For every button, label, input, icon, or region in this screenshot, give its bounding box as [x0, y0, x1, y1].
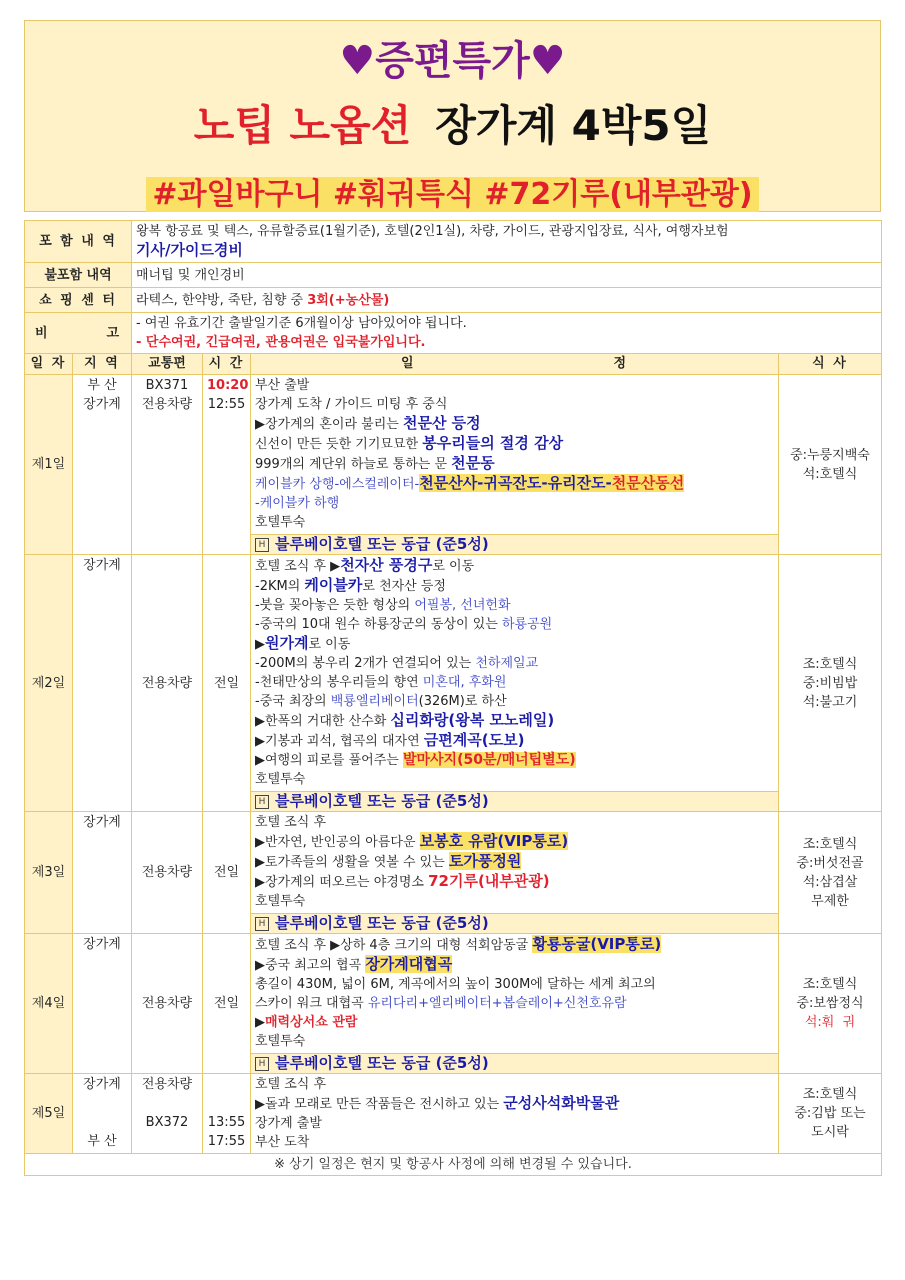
blue-text: 천하제일교 — [475, 656, 539, 671]
meal-line: 석:불고기 — [802, 694, 858, 710]
highlight-text: 천자산 풍경구 — [340, 556, 433, 574]
text: 케이블카 상행-에스컬레이터- — [255, 477, 420, 492]
schedule-line — [255, 955, 774, 975]
meal-line: 중:누룽지백숙 — [790, 447, 870, 463]
highlight-text: 72기루(내부관광) — [428, 872, 550, 890]
schedule-line: 부산 도착 — [255, 1135, 310, 1150]
tour-name: 장가계 4박5일 — [435, 101, 712, 150]
note-label-b: 고 — [106, 325, 121, 341]
highlight-text: 발마사지(50분/매너팁별도) — [402, 752, 576, 768]
blue-text: 하룡공원 — [501, 617, 553, 632]
hotel-line — [251, 791, 778, 811]
shopping-label: 쇼 핑 센 터 — [25, 288, 132, 313]
day-meal — [779, 375, 882, 555]
hotel-text: 블루베이호텔 또는 동급 (준5성) — [275, 792, 489, 810]
region-line: 장가계 — [83, 1077, 121, 1092]
schedule-line — [255, 1094, 774, 1114]
schedule-line — [255, 414, 774, 434]
schedule-line — [255, 994, 774, 1013]
hotel-icon: H — [255, 795, 269, 809]
day-transport — [132, 375, 203, 555]
col-day: 일 자 — [25, 354, 73, 375]
day-meal — [779, 1074, 882, 1154]
meal-line: 조:호텔식 — [802, 656, 858, 672]
text: 로 이동 — [432, 559, 475, 574]
text: ▶반자연, 반인공의 아름다운 — [255, 835, 420, 850]
day-region: 장가계 — [73, 934, 132, 1074]
highlight-text: 군성사석화박물관 — [503, 1094, 620, 1112]
highlight-text: 장가계대협곡 — [365, 955, 453, 973]
schedule-line: 호텔투숙 — [255, 772, 306, 787]
transport-line: BX371 — [145, 378, 189, 393]
day-time — [203, 1074, 251, 1154]
highlight-text: 토가풍정원 — [448, 852, 522, 870]
include-label: 포 함 내 역 — [25, 221, 132, 263]
meal-line: 중:버섯전골 — [796, 855, 864, 871]
schedule-line: 호텔투숙 — [255, 894, 306, 909]
text: ▶한폭의 거대한 산수화 — [255, 714, 391, 729]
day-region — [73, 1074, 132, 1154]
schedule-line — [255, 634, 774, 654]
schedule-line: 호텔 조식 후 — [255, 815, 327, 830]
schedule-line: 장가계 출발 — [255, 1116, 322, 1131]
day-transport — [132, 1074, 203, 1154]
text: -천태만상의 봉우리들의 향연 — [255, 675, 423, 690]
day-row-2 — [25, 555, 882, 812]
footer-row — [25, 1154, 882, 1176]
meal-line: 도시락 — [811, 1125, 849, 1140]
exclude-label: 불포함 내역 — [25, 263, 132, 288]
schedule-line — [255, 556, 774, 576]
hotel-line — [251, 1053, 778, 1073]
day-time — [203, 375, 251, 555]
schedule-line: 호텔투숙 — [255, 515, 306, 530]
exclude-row — [25, 263, 882, 288]
text: ▶ — [255, 1015, 265, 1030]
day-row-5 — [25, 1074, 882, 1154]
schedule-line — [255, 654, 774, 673]
day-label: 제1일 — [25, 375, 73, 555]
highlight-text: 천문산동선 — [611, 474, 685, 492]
schedule-line: -케이블카 하행 — [255, 496, 340, 511]
text: 스카이 워크 대협곡 — [255, 996, 368, 1011]
hashtags — [25, 169, 880, 213]
transport-line: BX372 — [145, 1115, 189, 1130]
text: ▶장가계의 혼이라 불리는 — [255, 417, 403, 432]
schedule-line — [255, 751, 774, 770]
header-banner — [24, 20, 881, 212]
col-transport: 교통편 — [132, 354, 203, 375]
text: -200M의 봉우리 2개가 연결되어 있는 — [255, 656, 476, 671]
meal-line: 조:호텔식 — [802, 1087, 858, 1102]
shopping-text: 라텍스, 한약방, 죽탄, 침향 중 — [136, 292, 308, 308]
shopping-count: 3회(+농산물) — [307, 292, 390, 308]
meal-line: 무제한 — [811, 893, 849, 909]
schedule-line — [255, 673, 774, 692]
shopping-value — [132, 288, 882, 313]
blue-text: 어필봉, 선녀헌화 — [414, 598, 511, 613]
blue-text: 유리다리+엘리베이터+봅슬레이+신천호유람 — [367, 996, 627, 1011]
text: -2KM의 — [255, 579, 305, 594]
day-row-4 — [25, 934, 882, 1074]
note-line-2: - 단수여권, 긴급여권, 관용여권은 입국불가입니다. — [136, 335, 426, 350]
column-header-row — [25, 354, 882, 375]
itinerary-table — [24, 220, 882, 1176]
meal-line: 중:김밥 또는 — [794, 1106, 866, 1121]
day-schedule — [251, 1074, 779, 1154]
include-bold: 기사/가이드경비 — [136, 241, 243, 259]
schedule-line — [255, 711, 774, 731]
blue-text: 백룡엘리베이터 — [330, 694, 419, 709]
meal-line: 중:비빔밥 — [802, 675, 858, 691]
text: 호텔 조식 후 ▶상하 4층 크기의 대형 석회암동굴 — [255, 938, 533, 953]
time-line: 12:55 — [207, 397, 246, 412]
day-meal — [779, 934, 882, 1074]
text: ▶중국 최고의 협곡 — [255, 958, 366, 973]
col-schedule-b: 정 — [613, 356, 628, 371]
text: 999개의 계단위 하늘로 통하는 문 — [255, 457, 452, 472]
hotel-text: 블루베이호텔 또는 동급 (준5성) — [275, 914, 489, 932]
text: 신선이 만든 듯한 기기묘묘한 — [255, 437, 423, 452]
text: (326M)로 하산 — [418, 694, 507, 709]
schedule-line — [255, 832, 774, 852]
include-text: 왕복 항공료 및 텍스, 유류할증료(1월기준), 호텔(2인1실), 차량, 가이드, 관광지입장료, 식사, 여행자보험 — [136, 224, 729, 239]
region-line: 장가계 — [83, 397, 121, 412]
day-row-3 — [25, 812, 882, 934]
day-transport: 전용차량 — [132, 934, 203, 1074]
schedule-line — [255, 935, 774, 955]
text: 로 이동 — [308, 637, 351, 652]
day-time: 전일 — [203, 555, 251, 812]
day-time: 전일 — [203, 812, 251, 934]
text: -중국 최장의 — [255, 694, 331, 709]
meal-line: 조:호텔식 — [802, 977, 858, 992]
schedule-line — [255, 1013, 774, 1032]
day-region — [73, 375, 132, 555]
time-line: 10:20 — [207, 378, 249, 393]
text: ▶여행의 피로를 풀어주는 — [255, 753, 403, 768]
day-label: 제5일 — [25, 1074, 73, 1154]
day-label: 제2일 — [25, 555, 73, 812]
region-line: 부 산 — [87, 1134, 117, 1149]
schedule-line — [255, 872, 774, 892]
day-transport: 전용차량 — [132, 812, 203, 934]
col-schedule — [251, 354, 779, 375]
region-line: 부 산 — [87, 378, 117, 393]
time-line: 13:55 — [207, 1115, 246, 1130]
schedule-line — [255, 615, 774, 634]
highlight-text: 천문산 등정 — [402, 414, 481, 432]
highlight-text: 봉우리들의 절경 감상 — [422, 434, 564, 452]
highlight-text: 십리화랑(왕복 모노레일) — [390, 711, 555, 729]
hotel-icon: H — [255, 917, 269, 931]
highlight-text: 금편계곡(도보) — [423, 731, 525, 749]
schedule-line — [255, 454, 774, 474]
hotel-line — [251, 534, 778, 554]
schedule-line — [255, 576, 774, 596]
hotel-text: 블루베이호텔 또는 동급 (준5성) — [275, 535, 489, 553]
product-title — [25, 93, 880, 153]
day-label: 제3일 — [25, 812, 73, 934]
note-line-1: - 여권 유효기간 출발일기준 6개월이상 남아있어야 됩니다. — [136, 316, 467, 331]
text: -붓을 꽂아놓은 듯한 형상의 — [255, 598, 415, 613]
text: ▶기봉과 괴석, 협곡의 대자연 — [255, 734, 424, 749]
highlight-text: 케이블카 — [304, 576, 363, 594]
highlight-text: 천문동 — [451, 454, 495, 472]
hotel-icon: H — [255, 1057, 269, 1071]
day-label: 제4일 — [25, 934, 73, 1074]
highlight-text: 황룡동굴(VIP통로) — [532, 935, 662, 953]
include-value — [132, 221, 882, 263]
schedule-line — [255, 731, 774, 751]
day-row-1 — [25, 375, 882, 555]
shopping-row — [25, 288, 882, 313]
time-line: 17:55 — [207, 1134, 246, 1149]
meal-line: 석:훠 궈 — [804, 1015, 856, 1030]
hotel-line — [251, 913, 778, 933]
text: ▶돌과 모래로 만든 작품들은 전시하고 있는 — [255, 1097, 504, 1112]
day-transport: 전용차량 — [132, 555, 203, 812]
day-schedule — [251, 934, 779, 1074]
text: ▶ — [255, 637, 265, 652]
col-meal: 식 사 — [779, 354, 882, 375]
schedule-line: 장가계 도착 / 가이드 미팅 후 중식 — [255, 397, 448, 412]
day-schedule — [251, 555, 779, 812]
note-label-a: 비 — [35, 325, 50, 341]
day-region: 장가계 — [73, 812, 132, 934]
note-value — [132, 313, 882, 354]
note-label — [25, 313, 132, 354]
text: 로 천자산 등정 — [362, 579, 446, 594]
hotel-text: 블루베이호텔 또는 동급 (준5성) — [275, 1054, 489, 1072]
day-region: 장가계 — [73, 555, 132, 812]
transport-line: 전용차량 — [141, 397, 193, 412]
col-time: 시 간 — [203, 354, 251, 375]
schedule-line — [255, 434, 774, 454]
promo-title: ♥증편특가♥ — [339, 38, 566, 84]
highlight-text: 원가계 — [265, 634, 309, 652]
day-schedule — [251, 375, 779, 555]
day-meal — [779, 812, 882, 934]
schedule-line: 부산 출발 — [255, 378, 310, 393]
transport-line: 전용차량 — [141, 1077, 193, 1092]
no-tip-label: 노팁 노옵션 — [193, 101, 412, 150]
footer-note: ※ 상기 일정은 현지 및 항공사 사정에 의해 변경될 수 있습니다. — [25, 1154, 882, 1176]
highlight-text: 매력상서쇼 관람 — [265, 1015, 358, 1030]
highlight-text: 천문산사-귀곡잔도-유리잔도- — [419, 474, 612, 492]
text: -중국의 10대 원수 하룡장군의 동상이 있는 — [255, 617, 502, 632]
meal-line: 석:호텔식 — [802, 466, 858, 482]
schedule-line — [255, 852, 774, 872]
meal-line: 중:보쌈정식 — [796, 996, 864, 1011]
day-time: 전일 — [203, 934, 251, 1074]
note-row — [25, 313, 882, 354]
blue-text: 미혼대, 후화원 — [422, 675, 507, 690]
schedule-line — [255, 474, 774, 494]
highlight-text: 보봉호 유람(VIP통로) — [419, 832, 569, 850]
schedule-line — [255, 692, 774, 711]
meal-line: 석:삼겹살 — [802, 874, 858, 890]
include-row — [25, 221, 882, 263]
exclude-value: 매너팁 및 개인경비 — [132, 263, 882, 288]
schedule-line: 호텔 조식 후 — [255, 1077, 327, 1092]
schedule-line — [255, 596, 774, 615]
text: ▶장가계의 떠오르는 야경명소 — [255, 875, 429, 890]
hashtag-text: #과일바구니 #훠궈특식 #72기루(내부관광) — [146, 177, 758, 212]
col-region: 지 역 — [73, 354, 132, 375]
schedule-line: 총길이 430M, 넓이 6M, 계곡에서의 높이 300M에 달하는 세계 최고의 — [255, 977, 656, 992]
col-schedule-a: 일 — [401, 356, 416, 371]
day-meal — [779, 555, 882, 812]
meal-line: 조:호텔식 — [802, 836, 858, 852]
text: ▶토가족들의 생활을 엿볼 수 있는 — [255, 855, 449, 870]
day-schedule — [251, 812, 779, 934]
hotel-icon: H — [255, 538, 269, 552]
text: 호텔 조식 후 ▶ — [255, 559, 341, 574]
schedule-line: 호텔투숙 — [255, 1034, 306, 1049]
